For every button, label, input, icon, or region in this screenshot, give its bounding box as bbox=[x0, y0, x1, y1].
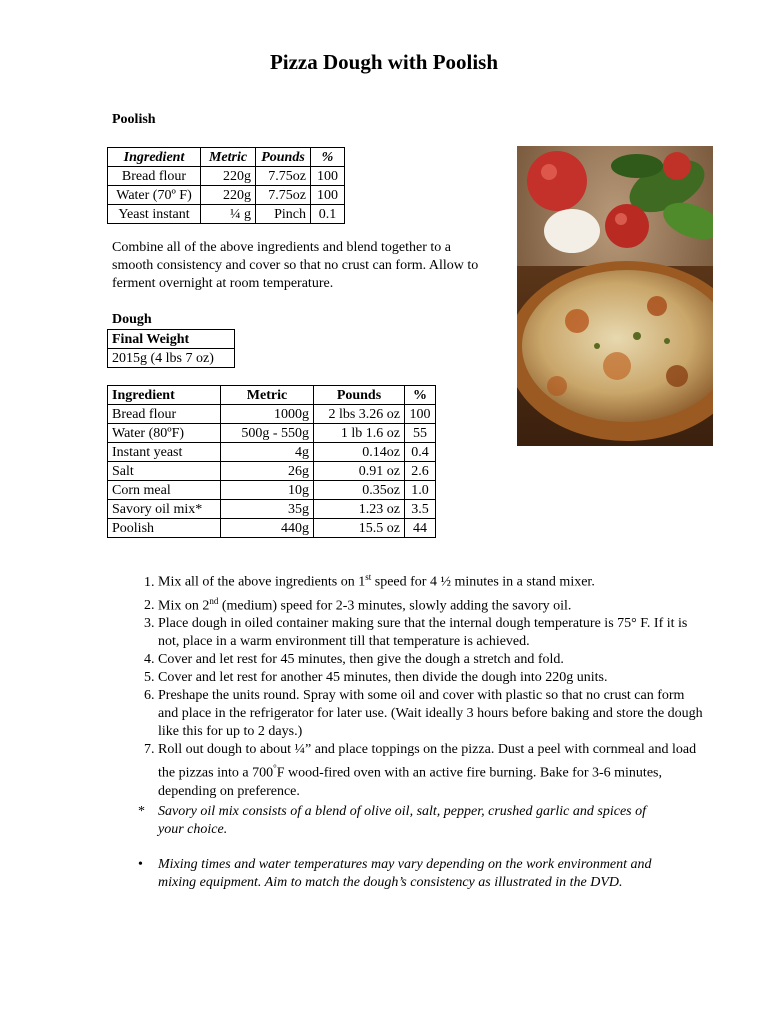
table-cell: 2 lbs 3.26 oz bbox=[314, 405, 405, 424]
table-row bbox=[108, 462, 436, 481]
table-cell: 2.6 bbox=[405, 462, 436, 481]
column-header: % bbox=[405, 386, 436, 405]
table-cell: 1000g bbox=[221, 405, 314, 424]
table-header-row bbox=[108, 148, 345, 167]
page-title: Pizza Dough with Poolish bbox=[269, 50, 499, 74]
table-cell: 500g - 550g bbox=[221, 424, 314, 443]
table-cell: Poolish bbox=[108, 519, 221, 538]
table-row bbox=[108, 167, 345, 186]
table-cell: 0.35oz bbox=[314, 481, 405, 500]
table-cell: Water (70º F) bbox=[108, 186, 201, 205]
table-row bbox=[108, 500, 436, 519]
table-cell: 0.91 oz bbox=[314, 462, 405, 481]
table-cell: 220g bbox=[201, 167, 256, 186]
poolish-table bbox=[107, 147, 345, 224]
table-cell: 7.75oz bbox=[256, 167, 311, 186]
note-text: Savory oil mix consists of a blend of olive oil, salt, pepper, crushed garlic and spices of your choice. bbox=[158, 804, 646, 837]
column-header: Metric bbox=[221, 386, 314, 405]
list-item: 5. Cover and let rest for another 45 minutes, then divide the dough into 220g units. bbox=[158, 669, 703, 687]
table-cell: 1.23 oz bbox=[314, 500, 405, 519]
table-row bbox=[108, 443, 436, 462]
column-header: Ingredient bbox=[108, 148, 201, 167]
list-item: 4. Cover and let rest for 45 minutes, then give the dough a stretch and fold. bbox=[158, 651, 703, 669]
table-cell: 35g bbox=[221, 500, 314, 519]
savory-oil-note bbox=[112, 803, 652, 839]
table-cell: 100 bbox=[311, 186, 345, 205]
table-cell: 26g bbox=[221, 462, 314, 481]
table-header-row bbox=[108, 386, 436, 405]
note-text: Mixing times and water temperatures may vary depending on the work environment and mixing equipment. Aim to match the dough’s consistency as illustrated in the DVD. bbox=[158, 857, 652, 890]
final-weight-value: 2015g (4 lbs 7 oz) bbox=[108, 349, 235, 368]
table-cell: Savory oil mix* bbox=[108, 500, 221, 519]
column-header: Metric bbox=[201, 148, 256, 167]
table-cell: Corn meal bbox=[108, 481, 221, 500]
mixing-note bbox=[112, 856, 652, 892]
table-cell: 0.4 bbox=[405, 443, 436, 462]
table-cell: Bread flour bbox=[108, 167, 201, 186]
table-cell: 100 bbox=[405, 405, 436, 424]
asterisk-marker: * bbox=[138, 804, 145, 819]
table-cell: Water (80ºF) bbox=[108, 424, 221, 443]
bullet-marker: • bbox=[138, 857, 143, 872]
list-item: 2. Mix on 2nd (medium) speed for 2-3 minutes, slowly adding the savory oil. bbox=[158, 592, 703, 616]
table-cell: 4g bbox=[221, 443, 314, 462]
table-cell: 0.1 bbox=[311, 205, 345, 224]
table-cell: Bread flour bbox=[108, 405, 221, 424]
table-cell: 440g bbox=[221, 519, 314, 538]
dough-heading: Dough bbox=[112, 312, 152, 327]
table-cell: 10g bbox=[221, 481, 314, 500]
table-cell: 44 bbox=[405, 519, 436, 538]
method-steps bbox=[112, 568, 703, 801]
dough-table bbox=[107, 385, 436, 538]
table-row bbox=[108, 424, 436, 443]
table-cell: 3.5 bbox=[405, 500, 436, 519]
column-header: Ingredient bbox=[108, 386, 221, 405]
final-weight-table bbox=[107, 329, 235, 368]
table-cell: 55 bbox=[405, 424, 436, 443]
column-header: Pounds bbox=[314, 386, 405, 405]
poolish-heading: Poolish bbox=[112, 112, 156, 127]
poolish-instructions: Combine all of the above ingredients and blend together to a smooth consistency and cover so that no crust can form. Allow to ferment overnight at room temperature. bbox=[112, 240, 479, 291]
table-row bbox=[108, 405, 436, 424]
table-cell: 15.5 oz bbox=[314, 519, 405, 538]
table-cell: Pinch bbox=[256, 205, 311, 224]
table-cell: Instant yeast bbox=[108, 443, 221, 462]
table-cell: ¼ g bbox=[201, 205, 256, 224]
table-row bbox=[108, 186, 345, 205]
table-row bbox=[108, 205, 345, 224]
list-item: 7. Roll out dough to about ¼” and place toppings on the pizza. Dust a peel with cornmeal and load the pizzas into a 700°F wood-fired oven with an active fire burning. Bake for 3-6 minutes, depending on preference. bbox=[158, 741, 703, 801]
table-row bbox=[108, 481, 436, 500]
list-item: 3. Place dough in oiled container making sure that the internal dough temperature is 75° F. If it is not, place in a warm environment till that temperature is achieved. bbox=[158, 615, 703, 651]
table-cell: 100 bbox=[311, 167, 345, 186]
list-item: 1. Mix all of the above ingredients on 1st speed for 4 ½ minutes in a stand mixer. bbox=[158, 568, 703, 592]
pizza-photo bbox=[517, 146, 713, 446]
table-cell: Yeast instant bbox=[108, 205, 201, 224]
final-weight-label: Final Weight bbox=[108, 330, 235, 349]
column-header: % bbox=[311, 148, 345, 167]
table-cell: 1.0 bbox=[405, 481, 436, 500]
table-row bbox=[108, 519, 436, 538]
table-cell: 0.14oz bbox=[314, 443, 405, 462]
table-cell: 1 lb 1.6 oz bbox=[314, 424, 405, 443]
table-cell: 7.75oz bbox=[256, 186, 311, 205]
table-cell: Salt bbox=[108, 462, 221, 481]
table-cell: 220g bbox=[201, 186, 256, 205]
column-header: Pounds bbox=[256, 148, 311, 167]
list-item: 6. Preshape the units round. Spray with some oil and cover with plastic so that no crust can form and place in the refrigerator for later use. (Wait ideally 3 hours before baking and store the dough like this for up to 2 days.) bbox=[158, 687, 703, 741]
